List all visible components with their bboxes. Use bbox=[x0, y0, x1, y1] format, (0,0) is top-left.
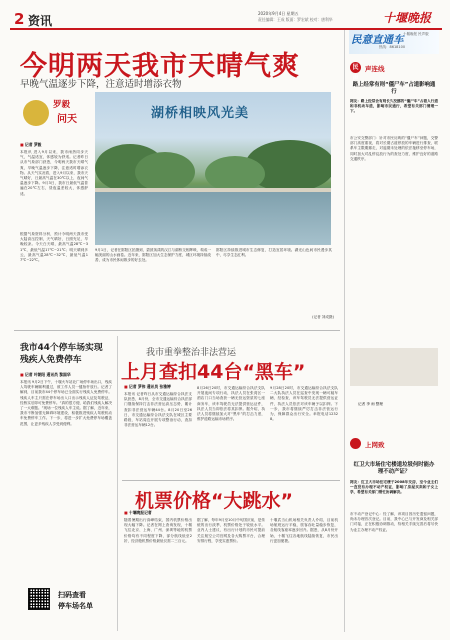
lead-byline: ■ 记者 罗毅 bbox=[20, 142, 41, 148]
lead-photo-caption2: 郧阳区持续推进城市生态修复，打造宜居环境。湖光山色间市民漫步其中，尽享生态红利。 bbox=[216, 248, 332, 258]
lead-subhead: 早晚气温逐步下降，注意适时增添衣物 bbox=[20, 79, 182, 90]
section1-photo bbox=[350, 348, 438, 386]
luopin-avatar-icon bbox=[23, 100, 49, 126]
section1-answer: 市公安交警部门：针对市民反映的“僵尸车”问题，交警部门高度重视，将对长期占道停放的车辆进行排查，联系车主限期挪走，对逾期未处理的依法拖移至停车场，同时加大对乱停乱放行为的查处力度，维护良好的道路交通秩序。 bbox=[350, 136, 438, 161]
section2-question: 网友：红卫大市场住宅楼于2008年交房，至今业主们一直没有办理不动产权证，影响了房屋买卖和子女上学，希望有关部门帮忙协调解决。 bbox=[350, 480, 438, 495]
parking-headline: 我市44个停车场实现残疾人免费停车 bbox=[20, 343, 103, 365]
luopin-bottom: 问天 bbox=[57, 114, 77, 125]
masthead-logo: 十堰晚报 bbox=[383, 11, 432, 25]
minsheng-badge-icon: 民声 bbox=[350, 62, 361, 73]
luopin-top: 罗毅 bbox=[53, 100, 71, 110]
blackcar-body-col3: 9月28日20时，市交通运输综合执法支队二大队执法人员在巡查中发现一辆可疑车辆，经检查，该车驾驶员无法提供营运证件，执法人员依法对该车辆予以扣押。下一步，我市将继续严厉打击非法营运行为，保障群众出行安全。举报电话12328。 bbox=[270, 386, 338, 422]
parking-byline: ■ 记者 叶朝阳 通讯员 黎国华 bbox=[20, 372, 71, 378]
airfare-body-col2: 据了解，每年9月至10月中旬国庆前，是传统的出行淡季，机票价格处于较低水平。业内人士建议，有出行计划的市民可提前关注航空公司官网及各大购票平台，合理安排行程，享受实惠票价。 bbox=[197, 518, 265, 543]
bridge-shape bbox=[95, 188, 331, 192]
blackcar-byline: ■ 记者 罗伟 通讯员 张雅婷 bbox=[124, 384, 171, 390]
blackcar-body-col1: 本报讯 记者昨日从市交通运输综合执法支队获悉，8月份，全市交通运输综合执法部门继续保持打击非法营运高压态势，累计查扣非法营运车辆44台。8月20日至26日，市交通运输综合执法支队在城区主要路段、车站周边开展专项整治行动，查扣非法营运车辆12台。 bbox=[124, 392, 192, 428]
section-number: 2 bbox=[14, 10, 25, 28]
blackcar-kicker: 我市重拳整治非法营运 bbox=[146, 348, 237, 358]
lead-photo-credit: (记者 刘成摄) bbox=[312, 315, 334, 319]
mzt-hotline: 热线：8618100 bbox=[379, 45, 406, 49]
shangwang-badge-icon bbox=[350, 438, 361, 449]
section1-byline: 记者 李 雨 整理 bbox=[358, 402, 383, 406]
qr-caption-1: 扫码查看 bbox=[58, 591, 86, 599]
section-name: 资讯 bbox=[28, 14, 53, 28]
section1-label: 声连线 bbox=[365, 65, 385, 73]
lead-headline: 今明两天我市天晴气爽 bbox=[20, 51, 300, 82]
photo-title: 湖桥相映风光美 bbox=[151, 106, 250, 121]
qr-caption-2: 停车场名单 bbox=[58, 602, 93, 610]
qr-code-icon[interactable] bbox=[28, 588, 50, 610]
lead-photo bbox=[95, 92, 331, 245]
airfare-byline: ■ 十堰晚报记者 bbox=[124, 510, 152, 516]
blackcar-headline: 上月查扣44台“黑车” bbox=[121, 361, 306, 383]
mzt-sub: 十堰晚报 民声版 bbox=[403, 32, 429, 36]
date-line: 2020年9月4日 星期五 bbox=[258, 11, 299, 16]
section1-headline: 路上经常有则“僵尸车”占道影响通行 bbox=[352, 82, 436, 95]
section1-question: 网友：路上经常会有则长久没挪的“僵尸车”占着人行道和非机动车道，影响市民通行，希望有关部门清理一下。 bbox=[350, 99, 438, 114]
mzt-title: 民意直通车 bbox=[351, 34, 404, 46]
lead-body-col1: 本报讯 进入9月以来，我市雨热同步天气，气温适宜，体感较为舒适。记者昨日从市气象部门获悉，今明两天我市天晴气爽，早晚气温逐步下降，注意适时增添衣物。从天气实况看，进入9月以来，我市天气晴好，日最高气温在30℃以上，夜间气温逐步下降。9月3日，我市日最低气温普遍在20℃左右，昼夜温差较大，体感舒适。 bbox=[20, 150, 88, 196]
lead-body-col3: 根据气象资料分析，预计今明两天我市受大陆高压控制，天气晴好，日照充足，早晚较凉。今天白天晴，最高气温28℃~31℃，最低气温17℃~21℃；明天晴到多云，最高气温28℃~32℃，最低气温17℃~22℃。 bbox=[20, 232, 88, 263]
airfare-body-col3: 十堰武当山机场相关负责人介绍，目前机场航班运行平稳，旅客吞吐量稳步恢复，各航线客座率逐步回升。据悉，从8月份开始，十堰飞往各地航线陆续恢复，市民出行更加便捷。 bbox=[270, 518, 338, 543]
minyi-zhitongche-banner bbox=[349, 30, 439, 54]
section2-label: 上网致 bbox=[365, 441, 385, 449]
editor-line: 责任编辑：王成 版面：罗宏斌 校对：唐利华 bbox=[258, 17, 333, 22]
parking-body: 本报讯 9月2日下午，十堰火车站北广场停车场出口，残疾人驾驶车辆顺利通过，被工作人员一键抬杆放行。记者了解到，目前我市44个停车场已全面实行残疾人免费停车。残疾人车主只需在停车场出入口出示残疾人证及驾驶证，经核实后即可免费停车。“真的很方便，给我们残疾人解决了一大难题。”现场一位残疾人车主说。据了解，近年来，我市不断加强无障碍环境建设，积极推进残疾人驾驶机动车免费停车工作。下一步，将进一步扩大免费停车场覆盖范围，让更多残疾人享受到便利。 bbox=[20, 380, 112, 426]
airfare-headline: 机票价格“大跳水” bbox=[135, 490, 293, 512]
section2-answer: 市不动产登记中心：经了解，该项目因历史遗留问题，尚未办理首次登记。目前，我中心已与开发商及相关部门对接，正在积极协调推动，待相关手续完善后将尽快为业主办理不动产权证。 bbox=[350, 512, 438, 532]
airfare-body-col1: 随着暑期出行高峰结束，国内机票价格出现大幅下降。记者在网上查询发现，十堰飞往北京、上海、广州、深圳等地的机票价格均有不同程度下降，部分航线低至2折，经济舱机票价格最低仅需二三百元。 bbox=[124, 518, 192, 543]
luopin-column-logo bbox=[23, 96, 83, 130]
blackcar-body-col2: 8月26日20时，市交通运输综合执法支队开展夜间专项行动，执法人员在张湾区一酒店门口当场查获一辆无营运资质的七座商务车，该车驾驶员无法提供营运证件，执法人员当即依法将其扣押。据介绍，执法人员将继续加大对“黑车”的打击力度，维护道路运输市场秩序。 bbox=[197, 386, 265, 422]
lead-photo-caption: 9月1日，记者在郧阳区拍摄到，碧波荡漾的汉江与湖桥交相辉映，构成一幅美丽的山水画卷。近年来，郧阳区加大生态保护力度，城区环境持续改善，成为市民休闲散步的好去处。 bbox=[95, 248, 211, 263]
section2-headline: 红卫大市场住宅楼道垃圾何时能办理不动产证？ bbox=[353, 462, 435, 475]
